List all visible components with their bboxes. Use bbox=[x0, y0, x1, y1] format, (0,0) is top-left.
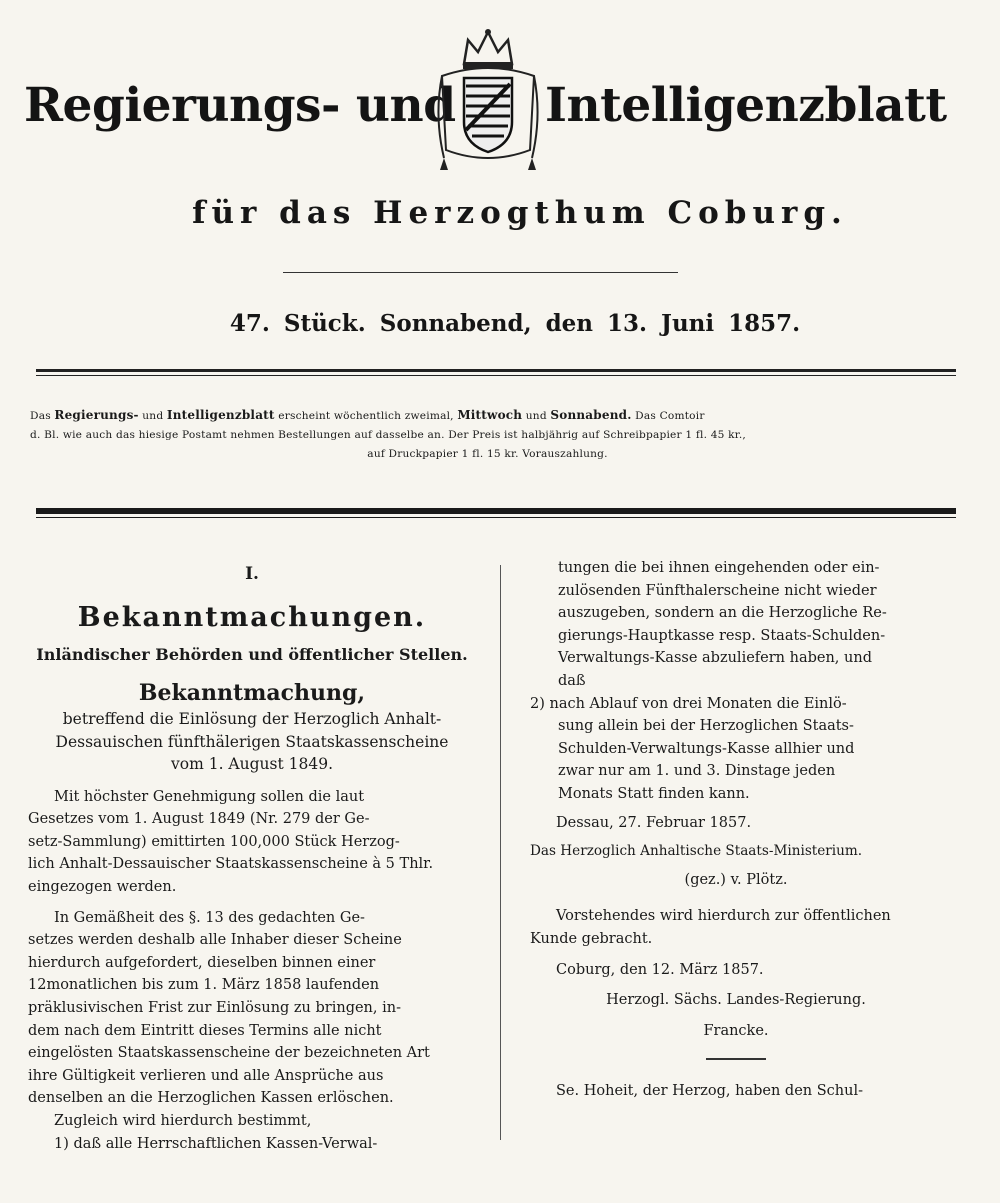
text-line: denselben an die Herzoglichen Kassen erlöschen. bbox=[28, 1090, 394, 1107]
notice-text: Mittwoch bbox=[457, 408, 523, 422]
text-line: Zugleich wird hierdurch bestimmt, bbox=[54, 1113, 312, 1129]
subscription-notice bbox=[30, 406, 945, 464]
section-number: I. bbox=[245, 564, 259, 584]
right-column bbox=[530, 557, 942, 1103]
notice-line: auf Druckpapier 1 fl. 15 kr. Vorauszahlung. bbox=[367, 448, 608, 460]
notice-line: d. Bl. wie auch das hiesige Postamt nehmen Bestellungen auf dasselbe an. Der Preis ist halbjährig auf Schreibpapier 1 fl. 45 kr., bbox=[30, 429, 747, 441]
text-line: tungen die bei ihnen eingehenden oder ein- bbox=[558, 560, 880, 576]
masthead-title-right: Intelligenzblatt bbox=[545, 78, 947, 133]
text-line: lich Anhalt-Dessauischer Staatskassenscheine à 5 Thlr. bbox=[28, 856, 434, 873]
notice-text: Sonnabend. bbox=[550, 408, 632, 422]
notice-text: Das bbox=[30, 410, 55, 422]
text-line: 1) daß alle Herrschaftlichen Kassen-Verwal- bbox=[54, 1135, 378, 1152]
text-line: Schulden-Verwaltungs-Kasse allhier und bbox=[558, 740, 855, 757]
text-line: Vorstehendes wird hierdurch zur öffentlichen bbox=[556, 908, 891, 925]
divider bbox=[36, 517, 956, 518]
divider bbox=[283, 272, 678, 273]
text-line: setz-Sammlung) emittirten 100,000 Stück Herzog- bbox=[28, 833, 400, 850]
notice-text: und bbox=[138, 410, 167, 422]
place-date: Coburg, den 12. März 1857. bbox=[556, 961, 764, 978]
text-line: setzes werden deshalb alle Inhaber dieser Scheine bbox=[28, 932, 402, 949]
ministry-signature: Das Herzoglich Anhaltische Staats-Ministerium. bbox=[530, 843, 863, 860]
divider bbox=[36, 375, 956, 376]
text-line: eingelösten Staatskassenscheine der bezeichneten Art bbox=[28, 1045, 430, 1062]
section-subheading: Inländischer Behörden und öffentlicher Stellen. bbox=[36, 644, 468, 664]
divider bbox=[706, 1058, 766, 1060]
government-signature: Herzogl. Sächs. Landes-Regierung. bbox=[606, 992, 866, 1009]
announcement-title: Bekanntmachung, bbox=[138, 680, 366, 707]
notice-text: Das Comtoir bbox=[631, 410, 705, 422]
notice-line bbox=[30, 406, 945, 426]
notice-text: Intelligenzblatt bbox=[166, 408, 275, 422]
text-line: 2) nach Ablauf von drei Monaten die Einlö- bbox=[530, 695, 847, 712]
text-line: Mit höchster Genehmigung sollen die laut bbox=[54, 788, 365, 805]
text-line: daß bbox=[558, 672, 586, 689]
text-line: Monats Statt finden kann. bbox=[558, 785, 750, 802]
text-line: sung allein bei der Herzoglichen Staats- bbox=[558, 718, 854, 735]
issue-line: 47. Stück. Sonnabend, den 13. Juni 1857. bbox=[229, 310, 801, 337]
masthead bbox=[0, 60, 1000, 150]
announcement-subtitle: betreffend die Einlösung der Herzoglich Anhalt- bbox=[62, 710, 442, 729]
notice-text: erscheint wöchentlich zweimal, bbox=[274, 410, 458, 422]
notice-text: und bbox=[522, 410, 551, 422]
text-line: eingezogen werden. bbox=[28, 879, 177, 896]
masthead-title-left: Regierungs- und bbox=[24, 78, 456, 133]
divider bbox=[36, 508, 956, 514]
text-line: In Gemäßheit des §. 13 des gedachten Ge- bbox=[54, 909, 365, 926]
section-heading: Bekanntmachungen. bbox=[77, 601, 427, 633]
signed-by: (gez.) v. Plötz. bbox=[684, 871, 788, 888]
text-line: gierungs-Hauptkasse resp. Staats-Schulden- bbox=[558, 627, 886, 644]
text-line: Verwaltungs-Kasse abzuliefern haben, und bbox=[558, 650, 872, 667]
text-line: dem nach dem Eintritt dieses Termins alle nicht bbox=[28, 1022, 382, 1039]
announcement-subtitle: Dessauischen fünfthälerigen Staatskassenscheine bbox=[55, 732, 449, 751]
text-line: ihre Gültigkeit verlieren und alle Ansprüche aus bbox=[28, 1067, 384, 1084]
text-line: Gesetzes vom 1. August 1849 (Nr. 279 der Ge- bbox=[28, 811, 370, 828]
column-divider bbox=[500, 565, 501, 1140]
text-line: Se. Hoheit, der Herzog, haben den Schul- bbox=[556, 1083, 864, 1100]
text-line: präklusivischen Frist zur Einlösung zu bringen, in- bbox=[28, 1000, 401, 1017]
masthead-subtitle: für das Herzogthum Coburg. bbox=[192, 195, 848, 231]
text-line: zulösenden Fünfthalerscheine nicht wieder bbox=[558, 582, 877, 599]
place-date: Dessau, 27. Februar 1857. bbox=[556, 814, 752, 831]
signer-name: Francke. bbox=[703, 1022, 769, 1039]
text-line: zwar nur am 1. und 3. Dinstage jeden bbox=[558, 763, 836, 780]
notice-text: Regierungs- bbox=[54, 408, 139, 422]
text-line: 12monatlichen bis zum 1. März 1858 laufenden bbox=[28, 977, 380, 994]
announcement-subtitle: vom 1. August 1849. bbox=[171, 755, 333, 774]
text-line: Kunde gebracht. bbox=[530, 930, 653, 947]
divider bbox=[36, 369, 956, 372]
coat-of-arms-icon bbox=[430, 26, 546, 176]
left-column bbox=[28, 557, 476, 1155]
text-line: auszugeben, sondern an die Herzogliche Re- bbox=[558, 605, 887, 622]
text-line: hierdurch aufgefordert, dieselben binnen einer bbox=[28, 954, 376, 971]
